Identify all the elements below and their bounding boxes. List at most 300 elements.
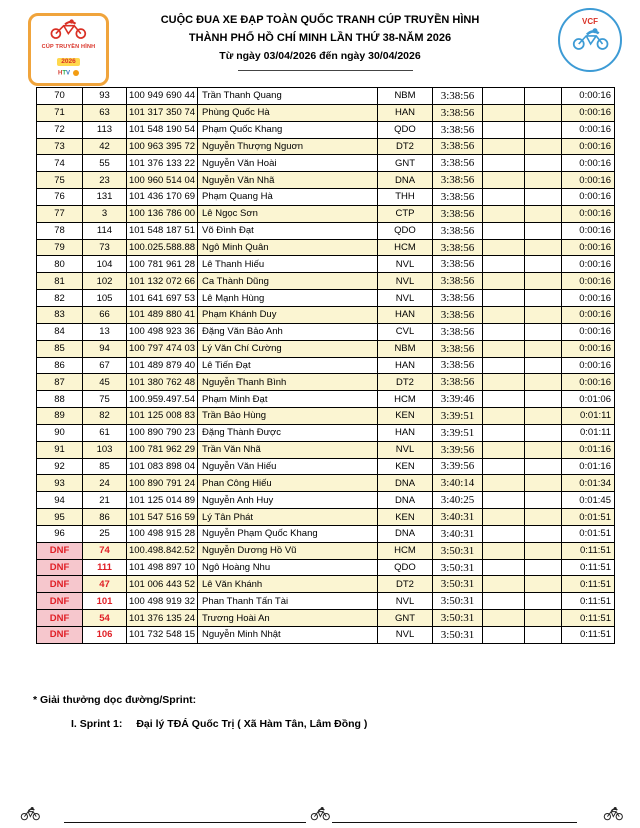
gap-cell: 0:00:16	[562, 256, 615, 273]
time-cell: 3:40:25	[433, 492, 483, 509]
bib-number-cell: 67	[83, 358, 127, 375]
gap-cell: 0:00:16	[562, 273, 615, 290]
team-code-cell: DT2	[378, 576, 433, 593]
uci-id-cell: 101 732 548 15	[127, 627, 198, 644]
empty-cell-2	[525, 290, 562, 307]
rider-name-cell: Phạm Quang Hà	[198, 189, 378, 206]
time-cell: 3:38:56	[433, 189, 483, 206]
empty-cell-2	[525, 425, 562, 442]
gap-cell: 0:01:34	[562, 475, 615, 492]
time-cell: 3:39:56	[433, 442, 483, 459]
team-code-cell: HCM	[378, 391, 433, 408]
time-cell: 3:50:31	[433, 543, 483, 560]
rider-name-cell: Lý Văn Chí Cường	[198, 341, 378, 358]
uci-id-cell: 100 781 961 28	[127, 256, 198, 273]
time-cell: 3:38:56	[433, 105, 483, 122]
team-code-cell: CVL	[378, 324, 433, 341]
empty-cell-2	[525, 442, 562, 459]
uci-id-cell: 101 083 898 04	[127, 459, 198, 476]
bib-number-cell: 104	[83, 256, 127, 273]
empty-cell-2	[525, 256, 562, 273]
rider-name-cell: Trần Văn Nhã	[198, 442, 378, 459]
team-code-cell: NVL	[378, 442, 433, 459]
rank-cell: DNF	[37, 576, 83, 593]
gap-cell: 0:11:51	[562, 610, 615, 627]
team-code-cell: GNT	[378, 610, 433, 627]
uci-id-cell: 101 125 008 83	[127, 408, 198, 425]
rank-cell: 85	[37, 341, 83, 358]
bib-number-cell: 23	[83, 172, 127, 189]
rider-name-cell: Nguyễn Văn Hoài	[198, 155, 378, 172]
rider-name-cell: Nguyễn Phạm Quốc Khang	[198, 526, 378, 543]
empty-cell-1	[483, 358, 525, 375]
time-cell: 3:40:31	[433, 526, 483, 543]
uci-id-cell: 101 376 133 22	[127, 155, 198, 172]
bib-number-cell: 106	[83, 627, 127, 644]
gap-cell: 0:01:51	[562, 509, 615, 526]
empty-cell-1	[483, 206, 525, 223]
bib-number-cell: 114	[83, 223, 127, 240]
gap-cell: 0:11:51	[562, 627, 615, 644]
time-cell: 3:50:31	[433, 627, 483, 644]
time-cell: 3:50:31	[433, 593, 483, 610]
empty-cell-1	[483, 172, 525, 189]
bib-number-cell: 94	[83, 341, 127, 358]
uci-id-cell: 100 498 919 32	[127, 593, 198, 610]
uci-id-cell: 100.498.842.52	[127, 543, 198, 560]
rider-name-cell: Lê Ngọc Sơn	[198, 206, 378, 223]
empty-cell-1	[483, 240, 525, 257]
time-cell: 3:38:56	[433, 290, 483, 307]
rank-cell: 96	[37, 526, 83, 543]
bib-number-cell: 63	[83, 105, 127, 122]
uci-id-cell: 101 489 879 40	[127, 358, 198, 375]
uci-id-cell: 101 317 350 74	[127, 105, 198, 122]
time-cell: 3:38:56	[433, 256, 483, 273]
uci-id-cell: 100 949 690 44	[127, 88, 198, 105]
empty-cell-1	[483, 509, 525, 526]
rank-cell: DNF	[37, 610, 83, 627]
rider-name-cell: Trần Thanh Quang	[198, 88, 378, 105]
team-code-cell: HAN	[378, 307, 433, 324]
empty-cell-1	[483, 475, 525, 492]
vcf-federation-logo	[558, 8, 622, 72]
rank-cell: 84	[37, 324, 83, 341]
time-cell: 3:38:56	[433, 139, 483, 156]
rider-name-cell: Trần Bảo Hùng	[198, 408, 378, 425]
team-code-cell: NVL	[378, 273, 433, 290]
time-cell: 3:38:56	[433, 206, 483, 223]
bib-number-cell: 24	[83, 475, 127, 492]
bib-number-cell: 66	[83, 307, 127, 324]
empty-cell-2	[525, 459, 562, 476]
empty-cell-2	[525, 408, 562, 425]
empty-cell-2	[525, 610, 562, 627]
gap-cell: 0:11:51	[562, 576, 615, 593]
empty-cell-1	[483, 273, 525, 290]
rider-name-cell: Phan Công Hiếu	[198, 475, 378, 492]
team-code-cell: QDO	[378, 560, 433, 577]
team-code-cell: DT2	[378, 139, 433, 156]
uci-id-cell: 101 548 187 51	[127, 223, 198, 240]
cyclist-icon	[20, 806, 40, 826]
gap-cell: 0:11:51	[562, 543, 615, 560]
cyclist-icon	[603, 806, 623, 826]
bib-number-cell: 111	[83, 560, 127, 577]
race-title-block	[0, 11, 640, 65]
rank-cell: 94	[37, 492, 83, 509]
rank-cell: 95	[37, 509, 83, 526]
rank-cell: 76	[37, 189, 83, 206]
time-cell: 3:38:56	[433, 374, 483, 391]
team-code-cell: HAN	[378, 358, 433, 375]
empty-cell-2	[525, 593, 562, 610]
empty-cell-1	[483, 459, 525, 476]
rank-cell: 92	[37, 459, 83, 476]
race-date-range: Từ ngày 03/04/2026 đến ngày 30/04/2026	[219, 50, 421, 62]
empty-cell-1	[483, 139, 525, 156]
time-cell: 3:38:56	[433, 341, 483, 358]
uci-id-cell: 100 890 791 24	[127, 475, 198, 492]
bib-number-cell: 13	[83, 324, 127, 341]
empty-cell-2	[525, 509, 562, 526]
rank-cell: 77	[37, 206, 83, 223]
uci-id-cell: 100 136 786 00	[127, 206, 198, 223]
bib-number-cell: 55	[83, 155, 127, 172]
rider-name-cell: Nguyễn Văn Hiếu	[198, 459, 378, 476]
rider-name-cell: Phạm Khánh Duy	[198, 307, 378, 324]
bib-number-cell: 102	[83, 273, 127, 290]
title-divider-line	[238, 70, 413, 71]
empty-cell-2	[525, 526, 562, 543]
rank-cell: 91	[37, 442, 83, 459]
empty-cell-2	[525, 358, 562, 375]
rider-name-cell: Phan Thanh Tấn Tài	[198, 593, 378, 610]
rider-name-cell: Lý Tân Phát	[198, 509, 378, 526]
team-code-cell: DNA	[378, 492, 433, 509]
race-title-line1: CUỘC ĐUA XE ĐẠP TOÀN QUỐC TRANH CÚP TRUYỀN HÌNH	[160, 14, 480, 26]
time-cell: 3:38:56	[433, 155, 483, 172]
gap-cell: 0:01:51	[562, 526, 615, 543]
bib-number-cell: 131	[83, 189, 127, 206]
uci-id-cell: 101 548 190 54	[127, 122, 198, 139]
empty-cell-1	[483, 492, 525, 509]
team-code-cell: KEN	[378, 408, 433, 425]
uci-id-cell: 100 797 474 03	[127, 341, 198, 358]
empty-cell-2	[525, 155, 562, 172]
empty-cell-1	[483, 526, 525, 543]
gap-cell: 0:00:16	[562, 374, 615, 391]
uci-id-cell: 101 132 072 66	[127, 273, 198, 290]
bib-number-cell: 42	[83, 139, 127, 156]
signature-line-left	[64, 822, 306, 823]
gap-cell: 0:01:45	[562, 492, 615, 509]
team-code-cell: GNT	[378, 155, 433, 172]
time-cell: 3:39:51	[433, 408, 483, 425]
time-cell: 3:38:56	[433, 88, 483, 105]
rank-cell: DNF	[37, 627, 83, 644]
gap-cell: 0:00:16	[562, 240, 615, 257]
rider-name-cell: Trương Hoài An	[198, 610, 378, 627]
rank-cell: 88	[37, 391, 83, 408]
empty-cell-2	[525, 307, 562, 324]
rank-cell: 75	[37, 172, 83, 189]
vcf-label: VCF	[582, 17, 598, 26]
rider-name-cell: Võ Đình Đạt	[198, 223, 378, 240]
team-code-cell: HAN	[378, 105, 433, 122]
sprint1-line	[71, 718, 367, 730]
rank-cell: DNF	[37, 560, 83, 577]
rider-name-cell: Ngô Minh Quân	[198, 240, 378, 257]
team-code-cell: NBM	[378, 341, 433, 358]
bib-number-cell: 103	[83, 442, 127, 459]
uci-id-cell: 100 960 514 04	[127, 172, 198, 189]
time-cell: 3:38:56	[433, 122, 483, 139]
gap-cell: 0:11:51	[562, 560, 615, 577]
empty-cell-1	[483, 324, 525, 341]
uci-id-cell: 100 963 395 72	[127, 139, 198, 156]
rank-cell: DNF	[37, 543, 83, 560]
empty-cell-2	[525, 105, 562, 122]
uci-id-cell: 101 489 880 41	[127, 307, 198, 324]
uci-id-cell: 101 376 135 24	[127, 610, 198, 627]
rider-name-cell: Nguyễn Thượng Nguơn	[198, 139, 378, 156]
race-title-line2: THÀNH PHỐ HỒ CHÍ MINH LẦN THỨ 38-NĂM 2026	[188, 32, 452, 44]
signature-line-right	[332, 822, 577, 823]
gap-cell: 0:00:16	[562, 139, 615, 156]
empty-cell-2	[525, 206, 562, 223]
empty-cell-1	[483, 374, 525, 391]
uci-id-cell: 101 125 014 89	[127, 492, 198, 509]
rank-cell: 71	[37, 105, 83, 122]
team-code-cell: DNA	[378, 526, 433, 543]
gap-cell: 0:00:16	[562, 122, 615, 139]
empty-cell-2	[525, 122, 562, 139]
bib-number-cell: 101	[83, 593, 127, 610]
team-code-cell: DNA	[378, 475, 433, 492]
empty-cell-1	[483, 593, 525, 610]
rank-cell: 82	[37, 290, 83, 307]
bib-number-cell: 86	[83, 509, 127, 526]
time-cell: 3:50:31	[433, 560, 483, 577]
rank-cell: 90	[37, 425, 83, 442]
team-code-cell: NVL	[378, 627, 433, 644]
uci-id-cell: 101 006 443 52	[127, 576, 198, 593]
empty-cell-2	[525, 88, 562, 105]
empty-cell-1	[483, 155, 525, 172]
bib-number-cell: 54	[83, 610, 127, 627]
empty-cell-1	[483, 627, 525, 644]
rider-name-cell: Lê Văn Khánh	[198, 576, 378, 593]
uci-id-cell: 100 890 790 23	[127, 425, 198, 442]
cyclist-icon	[310, 806, 330, 826]
gap-cell: 0:01:06	[562, 391, 615, 408]
empty-cell-1	[483, 425, 525, 442]
bib-number-cell: 47	[83, 576, 127, 593]
gap-cell: 0:00:16	[562, 105, 615, 122]
uci-id-cell: 100.959.497.54	[127, 391, 198, 408]
gap-cell: 0:00:16	[562, 155, 615, 172]
uci-id-cell: 101 436 170 69	[127, 189, 198, 206]
results-table	[36, 87, 615, 644]
empty-cell-1	[483, 307, 525, 324]
empty-cell-2	[525, 324, 562, 341]
gap-cell: 0:01:16	[562, 442, 615, 459]
bib-number-cell: 105	[83, 290, 127, 307]
empty-cell-2	[525, 172, 562, 189]
empty-cell-2	[525, 560, 562, 577]
uci-id-cell: 101 547 516 59	[127, 509, 198, 526]
time-cell: 3:50:31	[433, 610, 483, 627]
empty-cell-1	[483, 256, 525, 273]
gap-cell: 0:01:11	[562, 425, 615, 442]
team-code-cell: CTP	[378, 206, 433, 223]
bib-number-cell: 21	[83, 492, 127, 509]
empty-cell-2	[525, 374, 562, 391]
rank-cell: 93	[37, 475, 83, 492]
rank-cell: 87	[37, 374, 83, 391]
uci-id-cell: 101 380 762 48	[127, 374, 198, 391]
time-cell: 3:50:31	[433, 576, 483, 593]
gap-cell: 0:00:16	[562, 223, 615, 240]
rider-name-cell: Ngô Hoàng Nhu	[198, 560, 378, 577]
rank-cell: 89	[37, 408, 83, 425]
sprint-section-heading: * Giải thưởng dọc đường/Sprint:	[33, 694, 197, 706]
rank-cell: 79	[37, 240, 83, 257]
logo-name: CÚP TRUYỀN HÌNH	[41, 44, 96, 50]
bib-number-cell: 73	[83, 240, 127, 257]
empty-cell-1	[483, 576, 525, 593]
team-code-cell: DT2	[378, 374, 433, 391]
rank-cell: 86	[37, 358, 83, 375]
empty-cell-1	[483, 122, 525, 139]
bib-number-cell: 85	[83, 459, 127, 476]
gap-cell: 0:00:16	[562, 307, 615, 324]
gap-cell: 0:00:16	[562, 189, 615, 206]
logo-year: 2026	[57, 58, 79, 66]
rider-name-cell: Đặng Văn Bảo Anh	[198, 324, 378, 341]
team-code-cell: NVL	[378, 256, 433, 273]
time-cell: 3:38:56	[433, 172, 483, 189]
rider-name-cell: Ca Thành Dũng	[198, 273, 378, 290]
empty-cell-2	[525, 543, 562, 560]
gap-cell: 0:01:16	[562, 459, 615, 476]
empty-cell-2	[525, 391, 562, 408]
sponsor-dot-icon	[73, 70, 79, 76]
empty-cell-2	[525, 273, 562, 290]
team-code-cell: THH	[378, 189, 433, 206]
time-cell: 3:40:31	[433, 509, 483, 526]
empty-cell-1	[483, 88, 525, 105]
sprint1-value: Đại lý TĐÁ Quốc Trị ( Xã Hàm Tân, Lâm Đồng )	[136, 718, 368, 730]
bib-number-cell: 93	[83, 88, 127, 105]
rider-name-cell: Đặng Thành Được	[198, 425, 378, 442]
time-cell: 3:38:56	[433, 324, 483, 341]
gap-cell: 0:01:11	[562, 408, 615, 425]
rider-name-cell: Nguyễn Anh Huy	[198, 492, 378, 509]
gap-cell: 0:00:16	[562, 290, 615, 307]
empty-cell-2	[525, 627, 562, 644]
rider-name-cell: Nguyễn Dương Hồ Vũ	[198, 543, 378, 560]
team-code-cell: QDO	[378, 122, 433, 139]
team-code-cell: HAN	[378, 425, 433, 442]
rider-name-cell: Lê Tiến Đạt	[198, 358, 378, 375]
uci-id-cell: 100.025.588.88	[127, 240, 198, 257]
empty-cell-2	[525, 223, 562, 240]
team-code-cell: QDO	[378, 223, 433, 240]
empty-cell-2	[525, 492, 562, 509]
sprint1-label: I. Sprint 1:	[71, 718, 123, 730]
gap-cell: 0:00:16	[562, 172, 615, 189]
bib-number-cell: 82	[83, 408, 127, 425]
bib-number-cell: 61	[83, 425, 127, 442]
rank-cell: 83	[37, 307, 83, 324]
rider-name-cell: Nguyễn Văn Nhã	[198, 172, 378, 189]
rider-name-cell: Lê Mạnh Hùng	[198, 290, 378, 307]
team-code-cell: NVL	[378, 290, 433, 307]
empty-cell-2	[525, 189, 562, 206]
bib-number-cell: 75	[83, 391, 127, 408]
team-code-cell: KEN	[378, 459, 433, 476]
rank-cell: 73	[37, 139, 83, 156]
htv-sponsor-mark: HTV	[31, 70, 106, 78]
gap-cell: 0:00:16	[562, 88, 615, 105]
gap-cell: 0:11:51	[562, 593, 615, 610]
empty-cell-1	[483, 105, 525, 122]
empty-cell-2	[525, 576, 562, 593]
empty-cell-1	[483, 391, 525, 408]
team-code-cell: NVL	[378, 593, 433, 610]
team-code-cell: HCM	[378, 240, 433, 257]
rank-cell: 72	[37, 122, 83, 139]
empty-cell-1	[483, 189, 525, 206]
time-cell: 3:38:56	[433, 223, 483, 240]
gap-cell: 0:00:16	[562, 341, 615, 358]
rank-cell: 74	[37, 155, 83, 172]
rider-name-cell: Phùng Quốc Hà	[198, 105, 378, 122]
empty-cell-1	[483, 560, 525, 577]
empty-cell-2	[525, 240, 562, 257]
time-cell: 3:38:56	[433, 240, 483, 257]
uci-id-cell: 100 498 923 36	[127, 324, 198, 341]
rank-cell: 70	[37, 88, 83, 105]
empty-cell-1	[483, 341, 525, 358]
empty-cell-1	[483, 408, 525, 425]
gap-cell: 0:00:16	[562, 206, 615, 223]
time-cell: 3:39:51	[433, 425, 483, 442]
team-code-cell: KEN	[378, 509, 433, 526]
empty-cell-2	[525, 475, 562, 492]
empty-cell-1	[483, 290, 525, 307]
gap-cell: 0:00:16	[562, 358, 615, 375]
empty-cell-2	[525, 139, 562, 156]
rider-name-cell: Phạm Quốc Khang	[198, 122, 378, 139]
rider-name-cell: Nguyễn Minh Nhật	[198, 627, 378, 644]
uci-id-cell: 101 498 897 10	[127, 560, 198, 577]
empty-cell-1	[483, 610, 525, 627]
gap-cell: 0:00:16	[562, 324, 615, 341]
uci-id-cell: 100 781 962 29	[127, 442, 198, 459]
time-cell: 3:38:56	[433, 307, 483, 324]
rank-cell: 81	[37, 273, 83, 290]
empty-cell-2	[525, 341, 562, 358]
uci-id-cell: 100 498 915 28	[127, 526, 198, 543]
empty-cell-1	[483, 442, 525, 459]
time-cell: 3:40:14	[433, 475, 483, 492]
time-cell: 3:39:56	[433, 459, 483, 476]
rider-name-cell: Lê Thanh Hiếu	[198, 256, 378, 273]
time-cell: 3:39:46	[433, 391, 483, 408]
